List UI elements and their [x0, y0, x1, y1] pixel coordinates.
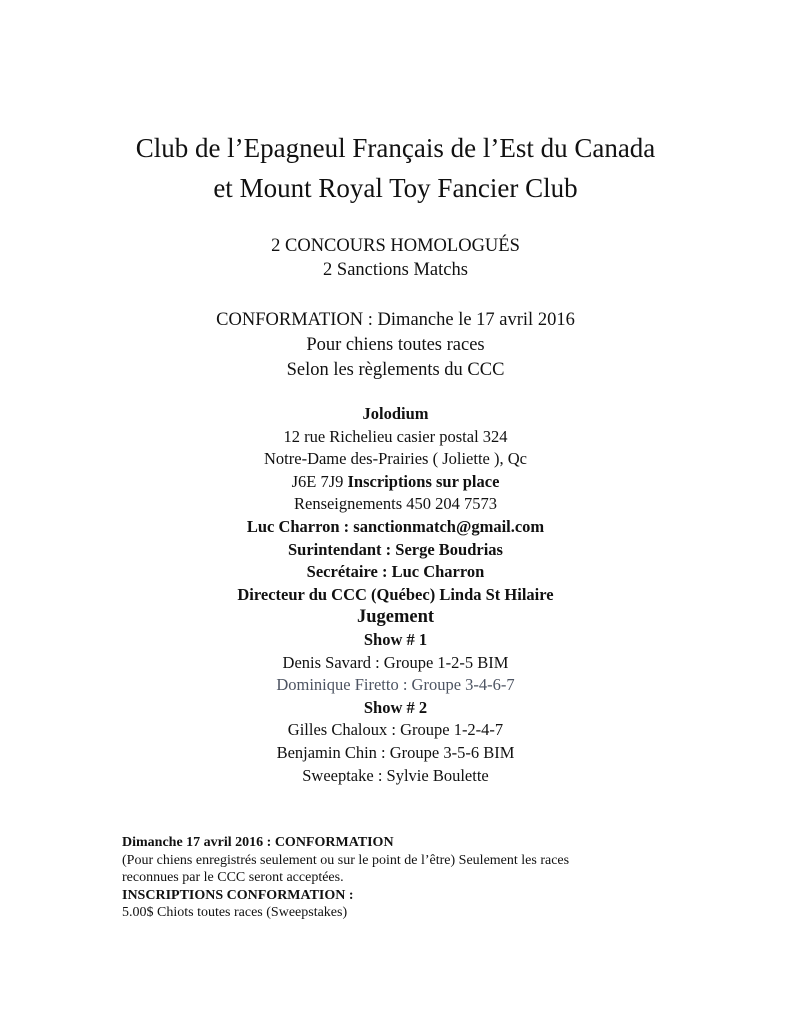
info-phone: Renseignements 450 204 7573 [293, 494, 498, 514]
eligibility-note-1: (Pour chiens enregistrés seulement ou sur le point de l’être) Seulement les races [122, 852, 570, 868]
venue-name: Jolodium [362, 404, 429, 423]
show-2-label: Show # 2 [363, 697, 428, 717]
show-2-judge-2: Benjamin Chin : Groupe 3-5-6 BIM [276, 742, 515, 762]
eligibility-note-2: reconnues par le CCC seront acceptées. [122, 870, 344, 885]
show-2-judge-1: Gilles Chaloux : Groupe 1-2-4-7 [287, 720, 504, 740]
conformation-rules: Selon les règlements du CCC [286, 360, 505, 380]
bottom-heading: Dimanche 17 avril 2016 : CONFORMATION [122, 835, 394, 850]
venue-block [0, 403, 791, 787]
fee-puppies: 5.00$ Chiots toutes races (Sweepstakes) [122, 905, 348, 920]
title-line-1: Club de l’Epagneul Français de l’Est du Canada [135, 133, 656, 163]
venue-address-1: 12 rue Richelieu casier postal 324 [283, 426, 508, 446]
show-1-label: Show # 1 [363, 629, 428, 649]
registration-details [122, 834, 682, 922]
conformation-date: CONFORMATION : Dimanche le 17 avril 2016 [216, 310, 575, 330]
subtitle-block [0, 234, 791, 282]
show-1-judge-2: Dominique Firetto : Groupe 3-4-6-7 [276, 675, 515, 695]
postal-code: J6E 7J9 [291, 471, 344, 491]
document-title [0, 128, 791, 208]
show-1-judge-1: Denis Savard : Groupe 1-2-5 BIM [282, 652, 509, 672]
fees-heading: INSCRIPTIONS CONFORMATION : [122, 887, 354, 903]
subtitle-line-1: 2 CONCOURS HOMOLOGUÉS [271, 236, 520, 256]
venue-address-2: Notre-Dame des-Prairies ( Joliette ), Qc [264, 449, 527, 469]
subtitle-line-2: 2 Sanctions Matchs [323, 260, 468, 280]
title-line-2: et Mount Royal Toy Fancier Club [213, 173, 578, 203]
superintendent: Surintendant : Serge Boudrias [288, 539, 503, 559]
sweepstake-judge: Sweeptake : Sylvie Boulette [302, 765, 489, 785]
venue-postal-line [0, 471, 791, 494]
judging-heading: Jugement [356, 607, 435, 628]
ccc-director: Directeur du CCC (Québec) Linda St Hilaire [237, 584, 554, 604]
registration-note: Inscriptions sur place [347, 471, 500, 491]
conformation-breeds: Pour chiens toutes races [306, 335, 485, 355]
secretary: Secrétaire : Luc Charron [306, 562, 485, 582]
contact-email: Luc Charron : sanctionmatch@gmail.com [246, 516, 545, 536]
conformation-block [0, 308, 791, 383]
